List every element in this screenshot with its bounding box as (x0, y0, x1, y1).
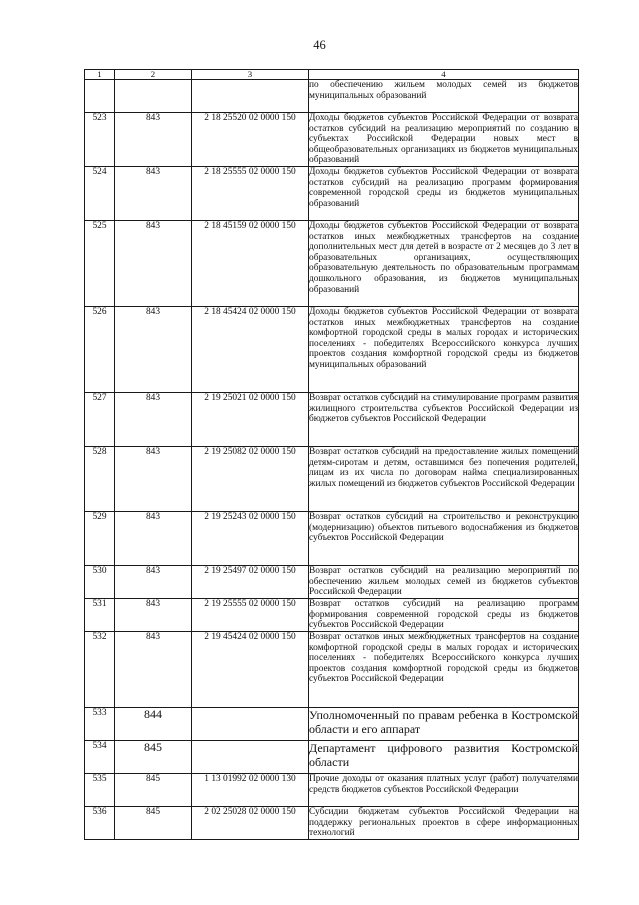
row-number-cell: 527 (85, 393, 115, 447)
table-row (85, 393, 579, 447)
admin-code-cell: 843 (115, 599, 192, 632)
table-header-row (85, 70, 579, 80)
row-number-cell: 532 (85, 632, 115, 708)
admin-code-cell: 843 (115, 632, 192, 708)
classification-code-cell: 2 19 25021 02 0000 150 (192, 393, 309, 447)
row-number-cell: 530 (85, 566, 115, 599)
classification-code-cell: 2 19 25555 02 0000 150 (192, 599, 309, 632)
row-number-cell: 529 (85, 512, 115, 566)
table-row (85, 708, 579, 741)
admin-code-cell (115, 80, 192, 113)
table-row (85, 566, 579, 599)
classification-code-cell: 2 18 25555 02 0000 150 (192, 167, 309, 221)
description-cell: Прочие доходы от оказания платных услуг (работ) получателями средств бюджетов субъектов Российской Федерации (309, 774, 579, 807)
table-row (85, 221, 579, 307)
column-header: 1 (85, 70, 115, 80)
row-number-cell: 523 (85, 113, 115, 167)
admin-code-cell: 843 (115, 167, 192, 221)
admin-code-cell: 843 (115, 113, 192, 167)
revenue-classification-table (84, 69, 579, 840)
row-number-cell: 536 (85, 807, 115, 840)
table-row (85, 307, 579, 393)
admin-code-cell: 843 (115, 221, 192, 307)
description-cell: Доходы бюджетов субъектов Российской Федерации от возврата остатков иных межбюджетных трансфертов на создание комфортной городской среды в малых городах и исторических поселениях - победителях Всероссийского конкурса лучших проектов создания комфортной городской среды из бюджетов муниципальных образований (309, 307, 579, 393)
column-header: 2 (115, 70, 192, 80)
description-cell: Возврат остатков иных межбюджетных трансфертов на создание комфортной городской среды в малых городах и исторических поселениях - победителях Всероссийского конкурса лучших проектов создания комфортной городской среды из бюджетов субъектов Российской Федерации (309, 632, 579, 708)
page-number: 46 (313, 38, 326, 52)
column-header: 4 (309, 70, 579, 80)
description-cell: Возврат остатков субсидий на строительство и реконструкцию (модернизацию) объектов питьевого водоснабжения из бюджетов субъектов Российской Федерации (309, 512, 579, 566)
continuation-row (85, 80, 579, 113)
row-number-cell: 524 (85, 167, 115, 221)
description-cell: по обеспечению жильем молодых семей из бюджетов муниципальных образований (309, 80, 579, 113)
row-number-cell: 526 (85, 307, 115, 393)
table-row (85, 599, 579, 632)
admin-code-cell: 843 (115, 307, 192, 393)
classification-code-cell: 1 13 01992 02 0000 130 (192, 774, 309, 807)
admin-code-cell: 845 (115, 774, 192, 807)
description-cell: Возврат остатков субсидий на реализацию программ формирования современной городской среды из бюджетов субъектов Российской Федерации (309, 599, 578, 631)
table-row (85, 512, 579, 566)
column-header: 3 (192, 70, 309, 80)
classification-code-cell: 2 19 25082 02 0000 150 (192, 447, 309, 512)
description-cell: Доходы бюджетов субъектов Российской Федерации от возврата остатков субсидий на реализацию мероприятий по созданию в субъектах Российской Федерации новых мест в общеобразовательных организациях из бюджетов муниципальных образований (309, 113, 578, 166)
classification-code-cell: 2 18 45424 02 0000 150 (192, 307, 309, 393)
classification-code-cell (192, 80, 309, 113)
table-row (85, 167, 579, 221)
admin-code-cell: 843 (115, 512, 192, 566)
row-number-cell: 533 (85, 708, 115, 741)
row-number-cell: 535 (85, 774, 115, 807)
description-cell: Субсидии бюджетам субъектов Российской Федерации на поддержку региональных проектов в сфере информационных технологий (309, 807, 578, 839)
row-number-cell: 525 (85, 221, 115, 307)
table-row (85, 774, 579, 807)
table-row (85, 807, 579, 840)
table-row (85, 632, 579, 708)
description-cell: Уполномоченный по правам ребенка в Костромской области и его аппарат (309, 708, 579, 741)
classification-code-cell (192, 741, 309, 774)
classification-code-cell: 2 18 25520 02 0000 150 (192, 113, 309, 167)
row-number-cell: 528 (85, 447, 115, 512)
admin-code-cell: 844 (115, 708, 192, 741)
description-cell: Доходы бюджетов субъектов Российской Федерации от возврата остатков иных межбюджетных трансфертов на создание дополнительных мест для детей в возрасте от 2 месяцев до 3 лет в образовательных организациях, осуществляющих образовательную деятельность по образовательным программам дошкольного образования, из бюджетов муниципальных образований (309, 221, 579, 307)
table-row (85, 741, 579, 774)
description-cell: Департамент цифрового развития Костромской области (309, 741, 579, 774)
classification-code-cell: 2 19 25243 02 0000 150 (192, 512, 309, 566)
classification-code-cell: 2 18 45159 02 0000 150 (192, 221, 309, 307)
description-cell: Возврат остатков субсидий на стимулирование программ развития жилищного строительства субъектов Российской Федерации из бюджетов субъектов Российской Федерации (309, 393, 579, 447)
admin-code-cell: 843 (115, 447, 192, 512)
admin-code-cell: 843 (115, 566, 192, 599)
classification-code-cell: 2 19 25497 02 0000 150 (192, 566, 309, 599)
description-cell: Доходы бюджетов субъектов Российской Федерации от возврата остатков субсидий на реализацию программ формирования современной городской среды из бюджетов муниципальных образований (309, 167, 579, 221)
classification-code-cell (192, 708, 309, 741)
classification-code-cell: 2 02 25028 02 0000 150 (192, 807, 309, 840)
classification-code-cell: 2 19 45424 02 0000 150 (192, 632, 309, 708)
admin-code-cell: 843 (115, 393, 192, 447)
row-number-cell: 531 (85, 599, 115, 632)
admin-code-cell: 845 (115, 807, 192, 840)
table-row (85, 113, 579, 167)
description-cell: Возврат остатков субсидий на реализацию мероприятий по обеспечению жильем молодых семей из бюджетов субъектов Российской Федерации (309, 566, 578, 598)
description-cell: Возврат остатков субсидий на предоставление жилых помещений детям-сиротам и детям, оставшимся без попечения родителей, лицам из их числа по договорам найма специализированных жилых помещений из бюджетов субъектов Российской Федерации (309, 447, 579, 512)
row-number-cell: 534 (85, 741, 115, 774)
admin-code-cell: 845 (115, 741, 192, 774)
row-number-cell (85, 80, 115, 113)
table-row (85, 447, 579, 512)
